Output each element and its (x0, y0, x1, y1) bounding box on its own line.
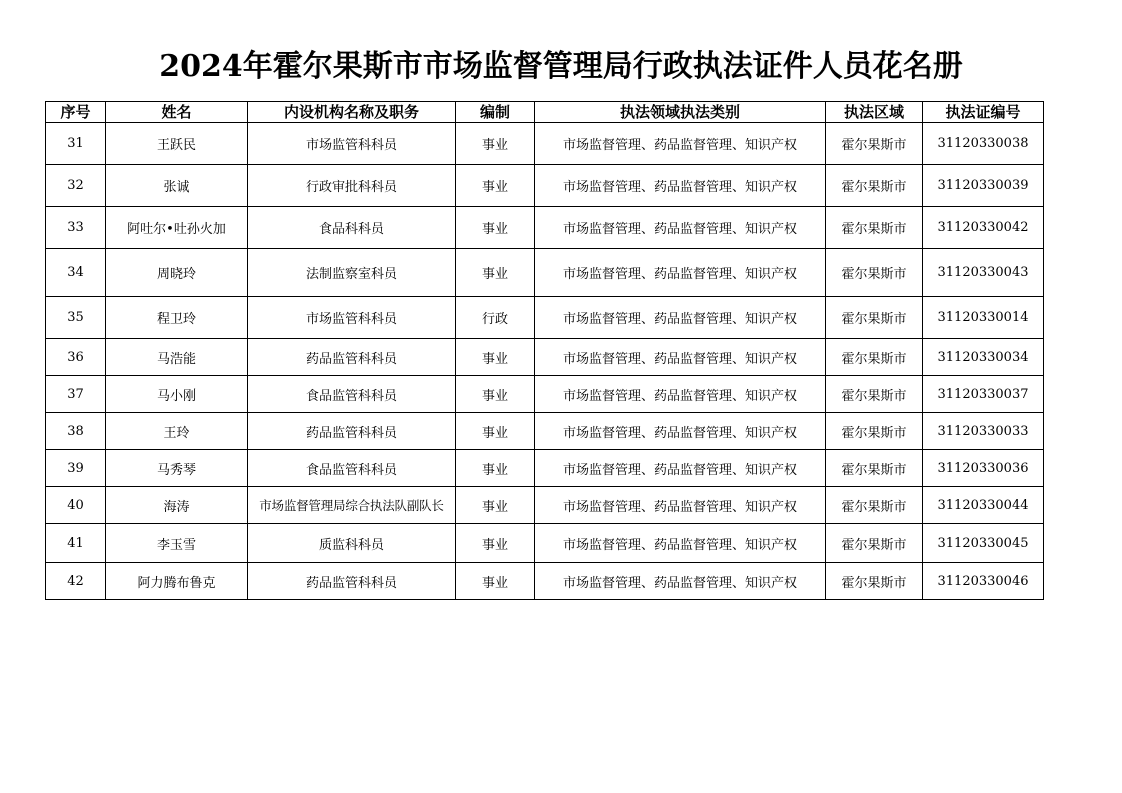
staffing-type-cell: 事业 (456, 487, 535, 524)
serial-number-cell: 36 (46, 339, 106, 376)
table-row (46, 450, 1044, 487)
department-position-cell: 食品监管科科员 (248, 376, 456, 413)
enforcement-field-cell: 市场监督管理、药品监督管理、知识产权 (535, 339, 826, 376)
staffing-type-cell: 事业 (456, 207, 535, 249)
name-cell: 马秀琴 (106, 450, 248, 487)
certificate-number-cell: 31120330044 (923, 487, 1044, 524)
enforcement-field-cell: 市场监督管理、药品监督管理、知识产权 (535, 376, 826, 413)
serial-number-cell: 32 (46, 165, 106, 207)
department-position-cell: 市场监管科科员 (248, 123, 456, 165)
certificate-number-cell: 31120330014 (923, 297, 1044, 339)
enforcement-area-cell: 霍尔果斯市 (826, 165, 923, 207)
enforcement-field-cell: 市场监督管理、药品监督管理、知识产权 (535, 487, 826, 524)
enforcement-field-cell: 市场监督管理、药品监督管理、知识产权 (535, 123, 826, 165)
column-header-staffing-type: 编制 (456, 102, 535, 123)
name-cell: 王玲 (106, 413, 248, 450)
certificate-number-cell: 31120330046 (923, 563, 1044, 600)
table-row (46, 376, 1044, 413)
table-row (46, 524, 1044, 563)
department-position-cell: 行政审批科科员 (248, 165, 456, 207)
staffing-type-cell: 事业 (456, 563, 535, 600)
department-position-cell: 市场监管科科员 (248, 297, 456, 339)
serial-number-cell: 42 (46, 563, 106, 600)
name-cell: 李玉雪 (106, 524, 248, 563)
certificate-number-cell: 31120330037 (923, 376, 1044, 413)
serial-number-cell: 39 (46, 450, 106, 487)
enforcement-area-cell: 霍尔果斯市 (826, 413, 923, 450)
column-header-serial-number: 序号 (46, 102, 106, 123)
serial-number-cell: 41 (46, 524, 106, 563)
certificate-number-cell: 31120330034 (923, 339, 1044, 376)
enforcement-area-cell: 霍尔果斯市 (826, 487, 923, 524)
column-header-enforcement-area: 执法区域 (826, 102, 923, 123)
department-position-cell: 市场监督管理局综合执法队副队长 (248, 487, 456, 524)
document-title: 2024年霍尔果斯市市场监督管理局行政执法证件人员花名册 (159, 49, 963, 84)
enforcement-area-cell: 霍尔果斯市 (826, 563, 923, 600)
table-row (46, 297, 1044, 339)
staffing-type-cell: 事业 (456, 165, 535, 207)
staffing-type-cell: 事业 (456, 450, 535, 487)
enforcement-area-cell: 霍尔果斯市 (826, 450, 923, 487)
enforcement-area-cell: 霍尔果斯市 (826, 376, 923, 413)
table-row (46, 165, 1044, 207)
certificate-number-cell: 31120330036 (923, 450, 1044, 487)
name-cell: 程卫玲 (106, 297, 248, 339)
name-cell: 周晓玲 (106, 249, 248, 297)
department-position-cell: 法制监察室科员 (248, 249, 456, 297)
table-row (46, 207, 1044, 249)
staffing-type-cell: 事业 (456, 376, 535, 413)
table-row (46, 487, 1044, 524)
enforcement-field-cell: 市场监督管理、药品监督管理、知识产权 (535, 413, 826, 450)
enforcement-field-cell: 市场监督管理、药品监督管理、知识产权 (535, 563, 826, 600)
name-cell: 阿力腾布鲁克 (106, 563, 248, 600)
serial-number-cell: 34 (46, 249, 106, 297)
name-cell: 马小刚 (106, 376, 248, 413)
department-position-cell: 食品监管科科员 (248, 450, 456, 487)
staffing-type-cell: 事业 (456, 524, 535, 563)
table-row (46, 249, 1044, 297)
certificate-number-cell: 31120330038 (923, 123, 1044, 165)
certificate-number-cell: 31120330045 (923, 524, 1044, 563)
enforcement-area-cell: 霍尔果斯市 (826, 524, 923, 563)
enforcement-area-cell: 霍尔果斯市 (826, 249, 923, 297)
name-cell: 阿吐尔•吐孙火加 (106, 207, 248, 249)
staffing-type-cell: 事业 (456, 339, 535, 376)
name-cell: 马浩能 (106, 339, 248, 376)
name-cell: 王跃民 (106, 123, 248, 165)
certificate-number-cell: 31120330043 (923, 249, 1044, 297)
table-row (46, 563, 1044, 600)
column-header-department-position: 内设机构名称及职务 (248, 102, 456, 123)
serial-number-cell: 33 (46, 207, 106, 249)
enforcement-area-cell: 霍尔果斯市 (826, 207, 923, 249)
enforcement-field-cell: 市场监督管理、药品监督管理、知识产权 (535, 297, 826, 339)
personnel-roster-table (45, 101, 1044, 600)
certificate-number-cell: 31120330039 (923, 165, 1044, 207)
table-row (46, 339, 1044, 376)
enforcement-field-cell: 市场监督管理、药品监督管理、知识产权 (535, 524, 826, 563)
name-cell: 海涛 (106, 487, 248, 524)
enforcement-area-cell: 霍尔果斯市 (826, 123, 923, 165)
department-position-cell: 药品监管科科员 (248, 563, 456, 600)
serial-number-cell: 31 (46, 123, 106, 165)
enforcement-area-cell: 霍尔果斯市 (826, 297, 923, 339)
name-cell: 张诚 (106, 165, 248, 207)
serial-number-cell: 35 (46, 297, 106, 339)
enforcement-field-cell: 市场监督管理、药品监督管理、知识产权 (535, 450, 826, 487)
staffing-type-cell: 事业 (456, 249, 535, 297)
department-position-cell: 质监科科员 (248, 524, 456, 563)
certificate-number-cell: 31120330042 (923, 207, 1044, 249)
staffing-type-cell: 事业 (456, 123, 535, 165)
serial-number-cell: 37 (46, 376, 106, 413)
department-position-cell: 药品监管科科员 (248, 413, 456, 450)
serial-number-cell: 38 (46, 413, 106, 450)
table-row (46, 413, 1044, 450)
column-header-name: 姓名 (106, 102, 248, 123)
serial-number-cell: 40 (46, 487, 106, 524)
column-header-certificate-number: 执法证编号 (923, 102, 1044, 123)
column-header-enforcement-field: 执法领域执法类别 (535, 102, 826, 123)
enforcement-area-cell: 霍尔果斯市 (826, 339, 923, 376)
enforcement-field-cell: 市场监督管理、药品监督管理、知识产权 (535, 165, 826, 207)
staffing-type-cell: 事业 (456, 413, 535, 450)
table-row (46, 123, 1044, 165)
staffing-type-cell: 行政 (456, 297, 535, 339)
department-position-cell: 药品监管科科员 (248, 339, 456, 376)
certificate-number-cell: 31120330033 (923, 413, 1044, 450)
department-position-cell: 食品科科员 (248, 207, 456, 249)
table-header-row (46, 102, 1044, 123)
enforcement-field-cell: 市场监督管理、药品监督管理、知识产权 (535, 207, 826, 249)
enforcement-field-cell: 市场监督管理、药品监督管理、知识产权 (535, 249, 826, 297)
